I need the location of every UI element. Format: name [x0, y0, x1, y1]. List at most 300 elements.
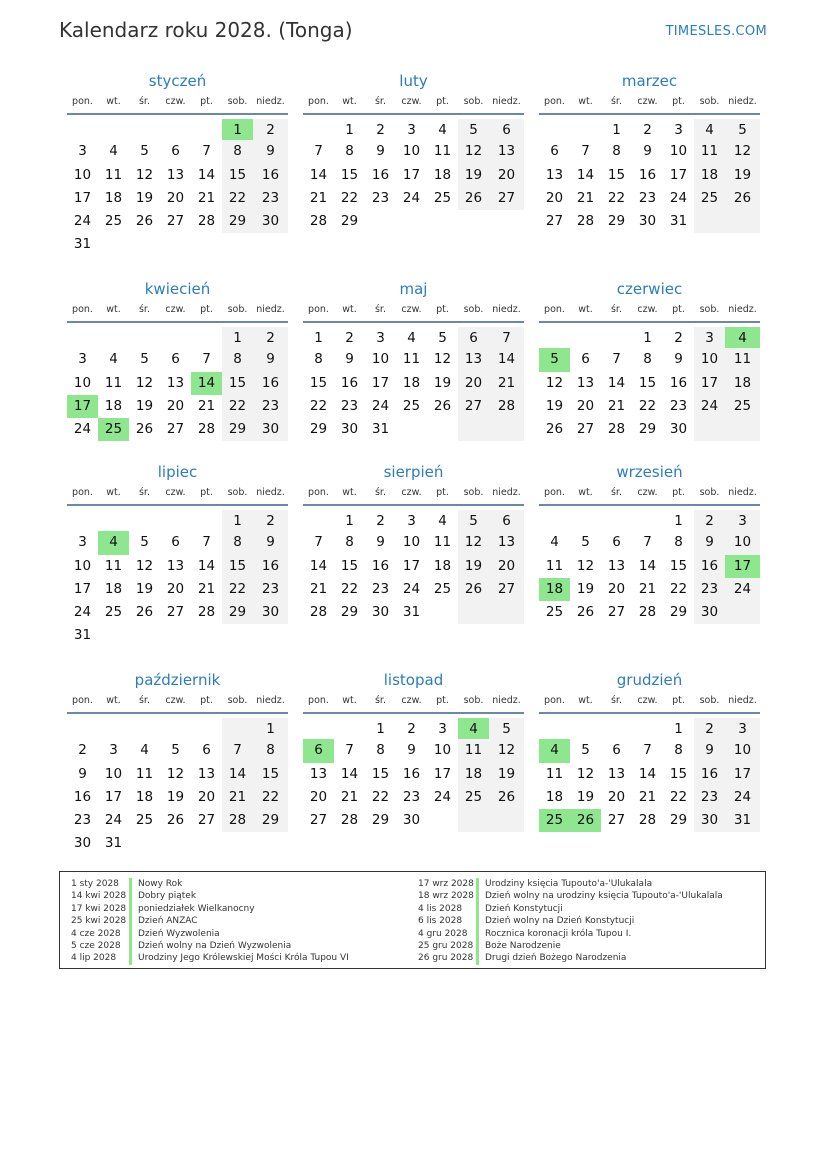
day-cell: 4: [539, 739, 570, 762]
day-cell: 15: [222, 164, 253, 187]
day-cell: 25: [433, 580, 452, 597]
day-cell: 10: [73, 557, 92, 574]
weekday-label: wt.: [578, 96, 593, 107]
day-cell: 17: [73, 580, 92, 597]
weekday-label: pt.: [200, 96, 213, 107]
weekday-label: pon.: [72, 304, 93, 315]
day-cell: 30: [340, 421, 359, 438]
day-cell: 27: [166, 421, 185, 438]
day-cell: 5: [171, 742, 180, 759]
empty-day-cell: [570, 718, 601, 741]
day-cell: 1: [376, 721, 385, 737]
day-cell: 27: [576, 421, 595, 438]
day-cell: 6: [202, 742, 211, 759]
day-cell: 13: [607, 557, 626, 574]
empty-day-cell: [191, 718, 222, 741]
day-cell: 12: [576, 765, 595, 782]
weekday-label: sob.: [463, 304, 484, 315]
weekday-label: śr.: [610, 695, 622, 706]
legend-item: [71, 915, 349, 927]
day-cell: 8: [376, 742, 385, 759]
legend-item: [71, 903, 349, 915]
month-name: marzec: [621, 72, 678, 90]
day-cell: 26: [576, 604, 595, 621]
week-row: [67, 624, 288, 647]
day-cell: 4: [109, 143, 118, 160]
weekday-header: [67, 95, 288, 115]
day-cell: 13: [197, 765, 216, 782]
day-cell: 21: [222, 786, 253, 809]
weekday-label: niedz.: [492, 695, 521, 706]
legend-date: 5 cze 2028: [71, 940, 121, 951]
week-row: [67, 763, 288, 786]
day-cell: 17: [433, 765, 452, 782]
week-row: [303, 786, 524, 809]
weekday-label: pt.: [672, 96, 685, 107]
weekday-label: czw.: [401, 304, 422, 315]
day-cell: 16: [73, 788, 92, 805]
weekday-label: czw.: [401, 96, 422, 107]
day-cell: 10: [371, 351, 390, 368]
weekday-label: wt.: [578, 304, 593, 315]
weekday-label: wt.: [342, 695, 357, 706]
empty-day-cell: [191, 510, 222, 533]
weekday-label: pt.: [200, 487, 213, 498]
weekday-label: pon.: [544, 304, 565, 315]
empty-day-cell: [489, 601, 524, 624]
week-row: [67, 233, 288, 256]
day-cell: 26: [545, 421, 564, 438]
weekday-label: sob.: [227, 487, 248, 498]
week-row: [303, 187, 524, 210]
day-cell: 7: [202, 351, 211, 368]
day-cell: 9: [376, 143, 385, 160]
day-cell: 24: [402, 189, 421, 206]
day-cell: 1: [222, 327, 253, 350]
empty-day-cell: [129, 510, 160, 533]
legend-column-right: [418, 878, 723, 965]
week-row: [67, 555, 288, 578]
day-cell: 9: [407, 742, 416, 759]
empty-day-cell: [601, 718, 632, 741]
day-cell: 30: [253, 418, 288, 441]
day-cell: 20: [607, 580, 626, 597]
day-cell: 24: [725, 578, 760, 601]
month-grid: [303, 115, 524, 233]
week-row: [303, 809, 524, 832]
empty-day-cell: [489, 809, 524, 832]
day-cell: 10: [402, 534, 421, 551]
day-cell: 25: [135, 812, 154, 829]
day-cell: 6: [581, 351, 590, 368]
legend-marker: [476, 928, 479, 940]
day-cell: 19: [545, 397, 564, 414]
day-cell: 26: [135, 604, 154, 621]
weekday-label: niedz.: [256, 96, 285, 107]
day-cell: 3: [407, 122, 416, 138]
week-row: [67, 348, 288, 371]
day-cell: 12: [433, 351, 452, 368]
empty-day-cell: [129, 718, 160, 741]
day-cell: 14: [309, 557, 328, 574]
day-cell: 17: [73, 189, 92, 206]
day-cell: 23: [371, 580, 390, 597]
day-cell: 16: [340, 374, 359, 391]
empty-day-cell: [129, 832, 160, 855]
day-cell: 13: [576, 374, 595, 391]
day-cell: 15: [669, 557, 688, 574]
week-row: [539, 348, 760, 371]
day-cell: 9: [694, 531, 725, 554]
day-cell: 16: [402, 765, 421, 782]
month-grid: [67, 506, 288, 648]
day-cell: 7: [314, 143, 323, 160]
week-row: [67, 395, 288, 418]
empty-day-cell: [67, 327, 98, 350]
empty-day-cell: [222, 718, 253, 741]
day-cell: 6: [550, 143, 559, 160]
empty-day-cell: [191, 233, 222, 256]
day-cell: 7: [222, 739, 253, 762]
day-cell: 23: [638, 189, 657, 206]
month-name: luty: [399, 72, 428, 90]
week-row: [539, 786, 760, 809]
day-cell: 21: [309, 189, 328, 206]
day-cell: 1: [643, 330, 652, 346]
legend-date: 1 sty 2028: [71, 879, 119, 889]
day-cell: 23: [371, 189, 390, 206]
empty-day-cell: [67, 510, 98, 533]
empty-day-cell: [98, 624, 129, 647]
day-cell: 22: [222, 395, 253, 418]
month-name: czerwiec: [616, 280, 683, 298]
legend-date: 17 wrz 2028: [418, 879, 474, 889]
day-cell: 7: [345, 742, 354, 759]
weekday-label: pt.: [200, 304, 213, 315]
day-cell: 8: [222, 140, 253, 163]
day-cell: 2: [253, 510, 288, 533]
day-cell: 22: [371, 788, 390, 805]
day-cell: 8: [345, 143, 354, 160]
day-cell: 1: [222, 119, 253, 142]
day-cell: 16: [638, 166, 657, 183]
day-cell: 25: [433, 189, 452, 206]
week-row: [539, 508, 760, 531]
weekday-header: [303, 486, 524, 506]
day-cell: 8: [314, 351, 323, 368]
weekday-label: wt.: [342, 304, 357, 315]
day-cell: 29: [222, 418, 253, 441]
day-cell: 5: [489, 718, 524, 741]
month-2: [539, 71, 760, 233]
empty-day-cell: [303, 510, 334, 533]
day-cell: 28: [222, 809, 253, 832]
legend-date: 26 gru 2028: [418, 953, 474, 964]
day-cell: 8: [674, 742, 683, 759]
day-cell: 14: [197, 166, 216, 183]
week-row: [539, 117, 760, 140]
day-cell: 17: [371, 374, 390, 391]
day-cell: 18: [402, 374, 421, 391]
day-cell: 26: [489, 786, 524, 809]
legend-holiday-name: Rocznica koronacji króla Tupou I.: [485, 928, 632, 939]
legend-holiday-name: Dzień wolny na Dzień Wyzwolenia: [138, 940, 292, 951]
day-cell: 2: [674, 330, 683, 346]
day-cell: 29: [669, 604, 688, 621]
day-cell: 2: [78, 742, 87, 759]
month-name: wrzesień: [616, 463, 683, 481]
legend-marker: [129, 878, 132, 890]
day-cell: 30: [669, 421, 688, 438]
weekday-label: sob.: [699, 96, 720, 107]
week-row: [67, 164, 288, 187]
week-row: [539, 210, 760, 233]
empty-day-cell: [191, 624, 222, 647]
day-cell: 16: [253, 164, 288, 187]
day-cell: 31: [725, 809, 760, 832]
legend-holiday-name: Dzień wolny na Dzień Konstytucji: [485, 916, 635, 927]
week-row: [303, 325, 524, 348]
day-cell: 27: [607, 812, 626, 829]
empty-day-cell: [458, 601, 489, 624]
legend-holiday-name: Dobry piątek: [138, 891, 197, 902]
day-cell: 6: [612, 742, 621, 759]
day-cell: 15: [253, 763, 288, 786]
day-cell: 17: [67, 395, 98, 418]
weekday-header: [303, 303, 524, 323]
day-cell: 9: [78, 765, 87, 782]
day-cell: 17: [402, 557, 421, 574]
day-cell: 19: [135, 189, 154, 206]
day-cell: 31: [73, 236, 92, 253]
week-row: [67, 508, 288, 531]
day-cell: 7: [202, 143, 211, 160]
day-cell: 22: [340, 580, 359, 597]
month-11: [539, 670, 760, 832]
week-row: [67, 601, 288, 624]
day-cell: 19: [458, 555, 489, 578]
weekday-label: czw.: [637, 96, 658, 107]
day-cell: 24: [73, 421, 92, 438]
day-cell: 20: [489, 164, 524, 187]
week-row: [303, 117, 524, 140]
empty-day-cell: [539, 327, 570, 350]
day-cell: 6: [303, 739, 334, 762]
weekday-label: niedz.: [492, 487, 521, 498]
week-row: [67, 140, 288, 163]
day-cell: 22: [638, 397, 657, 414]
legend-date: 14 kwi 2028: [71, 891, 127, 902]
legend-column-left: [71, 878, 349, 965]
day-cell: 4: [407, 330, 416, 346]
page-title: Kalendarz roku 2028. (Tonga): [59, 18, 353, 42]
day-cell: 15: [371, 765, 390, 782]
weekday-label: sob.: [463, 96, 484, 107]
day-cell: 7: [314, 534, 323, 551]
day-cell: 31: [402, 604, 421, 621]
day-cell: 1: [674, 721, 683, 737]
day-cell: 10: [73, 166, 92, 183]
legend-item: [418, 952, 723, 964]
holiday-legend: [59, 871, 766, 969]
week-row: [67, 117, 288, 140]
weekday-label: wt.: [106, 695, 121, 706]
week-row: [67, 210, 288, 233]
weekday-label: śr.: [138, 304, 150, 315]
day-cell: 28: [576, 213, 595, 230]
weekday-label: niedz.: [256, 487, 285, 498]
day-cell: 29: [253, 809, 288, 832]
day-cell: 28: [607, 421, 626, 438]
day-cell: 20: [309, 788, 328, 805]
day-cell: 25: [402, 397, 421, 414]
empty-day-cell: [98, 233, 129, 256]
day-cell: 10: [669, 143, 688, 160]
day-cell: 19: [135, 580, 154, 597]
day-cell: 20: [166, 189, 185, 206]
empty-day-cell: [129, 119, 160, 142]
day-cell: 14: [309, 166, 328, 183]
brand-link[interactable]: TIMESLES.COM: [665, 24, 767, 39]
month-5: [539, 279, 760, 441]
empty-day-cell: [365, 210, 396, 233]
weekday-label: czw.: [401, 487, 422, 498]
week-row: [303, 578, 524, 601]
legend-item: [418, 890, 723, 902]
day-cell: 5: [458, 510, 489, 533]
legend-marker: [129, 952, 132, 964]
empty-day-cell: [694, 210, 725, 233]
weekday-label: śr.: [610, 96, 622, 107]
day-cell: 15: [309, 374, 328, 391]
day-cell: 11: [545, 765, 564, 782]
day-cell: 3: [109, 742, 118, 759]
empty-day-cell: [160, 510, 191, 533]
day-cell: 20: [166, 580, 185, 597]
day-cell: 9: [253, 140, 288, 163]
day-cell: 5: [539, 348, 570, 371]
week-row: [303, 395, 524, 418]
day-cell: 1: [345, 513, 354, 529]
weekday-label: niedz.: [728, 96, 757, 107]
day-cell: 1: [222, 510, 253, 533]
day-cell: 30: [253, 210, 288, 233]
empty-day-cell: [253, 624, 288, 647]
day-cell: 14: [340, 765, 359, 782]
day-cell: 31: [669, 213, 688, 230]
weekday-label: pon.: [544, 695, 565, 706]
day-cell: 15: [340, 557, 359, 574]
day-cell: 20: [607, 788, 626, 805]
week-row: [67, 716, 288, 739]
day-cell: 11: [104, 374, 123, 391]
empty-day-cell: [98, 119, 129, 142]
day-cell: 30: [73, 835, 92, 852]
day-cell: 10: [433, 742, 452, 759]
day-cell: 18: [104, 397, 123, 414]
weekday-label: pt.: [436, 304, 449, 315]
week-row: [67, 531, 288, 554]
day-cell: 21: [576, 189, 595, 206]
weekday-label: pt.: [672, 304, 685, 315]
week-row: [539, 716, 760, 739]
legend-item: [71, 928, 349, 940]
day-cell: 22: [607, 189, 626, 206]
legend-item: [71, 952, 349, 964]
day-cell: 16: [669, 374, 688, 391]
day-cell: 25: [545, 604, 564, 621]
day-cell: 22: [253, 786, 288, 809]
weekday-label: sob.: [699, 487, 720, 498]
week-row: [303, 763, 524, 786]
empty-day-cell: [725, 601, 760, 624]
day-cell: 5: [140, 351, 149, 368]
week-row: [303, 418, 524, 441]
empty-day-cell: [222, 832, 253, 855]
weekday-label: czw.: [165, 304, 186, 315]
day-cell: 21: [340, 788, 359, 805]
day-cell: 16: [371, 557, 390, 574]
day-cell: 22: [340, 189, 359, 206]
day-cell: 8: [612, 143, 621, 160]
day-cell: 23: [694, 578, 725, 601]
weekday-label: pt.: [200, 695, 213, 706]
week-row: [303, 164, 524, 187]
week-row: [67, 739, 288, 762]
day-cell: 19: [576, 788, 595, 805]
day-cell: 11: [433, 143, 452, 160]
day-cell: 1: [345, 122, 354, 138]
weekday-label: sob.: [463, 487, 484, 498]
weekday-label: pt.: [436, 96, 449, 107]
week-row: [67, 786, 288, 809]
week-row: [67, 578, 288, 601]
legend-date: 25 gru 2028: [418, 940, 474, 951]
day-cell: 27: [197, 812, 216, 829]
day-cell: 20: [166, 397, 185, 414]
legend-item: [418, 915, 723, 927]
day-cell: 14: [489, 348, 524, 371]
month-grid: [67, 323, 288, 441]
day-cell: 18: [433, 166, 452, 183]
day-cell: 12: [135, 166, 154, 183]
day-cell: 12: [725, 140, 760, 163]
day-cell: 26: [725, 187, 760, 210]
month-6: [67, 462, 288, 648]
day-cell: 4: [694, 119, 725, 142]
day-cell: 26: [166, 812, 185, 829]
month-7: [303, 462, 524, 624]
day-cell: 23: [253, 395, 288, 418]
day-cell: 3: [78, 143, 87, 160]
legend-holiday-name: Nowy Rok: [138, 879, 183, 889]
day-cell: 31: [371, 421, 390, 438]
day-cell: 20: [576, 397, 595, 414]
weekday-label: niedz.: [256, 695, 285, 706]
day-cell: 11: [725, 348, 760, 371]
day-cell: 22: [222, 187, 253, 210]
day-cell: 19: [458, 164, 489, 187]
day-cell: 4: [140, 742, 149, 759]
day-cell: 21: [197, 580, 216, 597]
day-cell: 15: [340, 166, 359, 183]
day-cell: 8: [222, 348, 253, 371]
day-cell: 9: [674, 351, 683, 368]
month-name: lipiec: [157, 463, 198, 481]
legend-date: 4 lis 2028: [418, 903, 463, 914]
empty-day-cell: [222, 624, 253, 647]
empty-day-cell: [427, 809, 458, 832]
